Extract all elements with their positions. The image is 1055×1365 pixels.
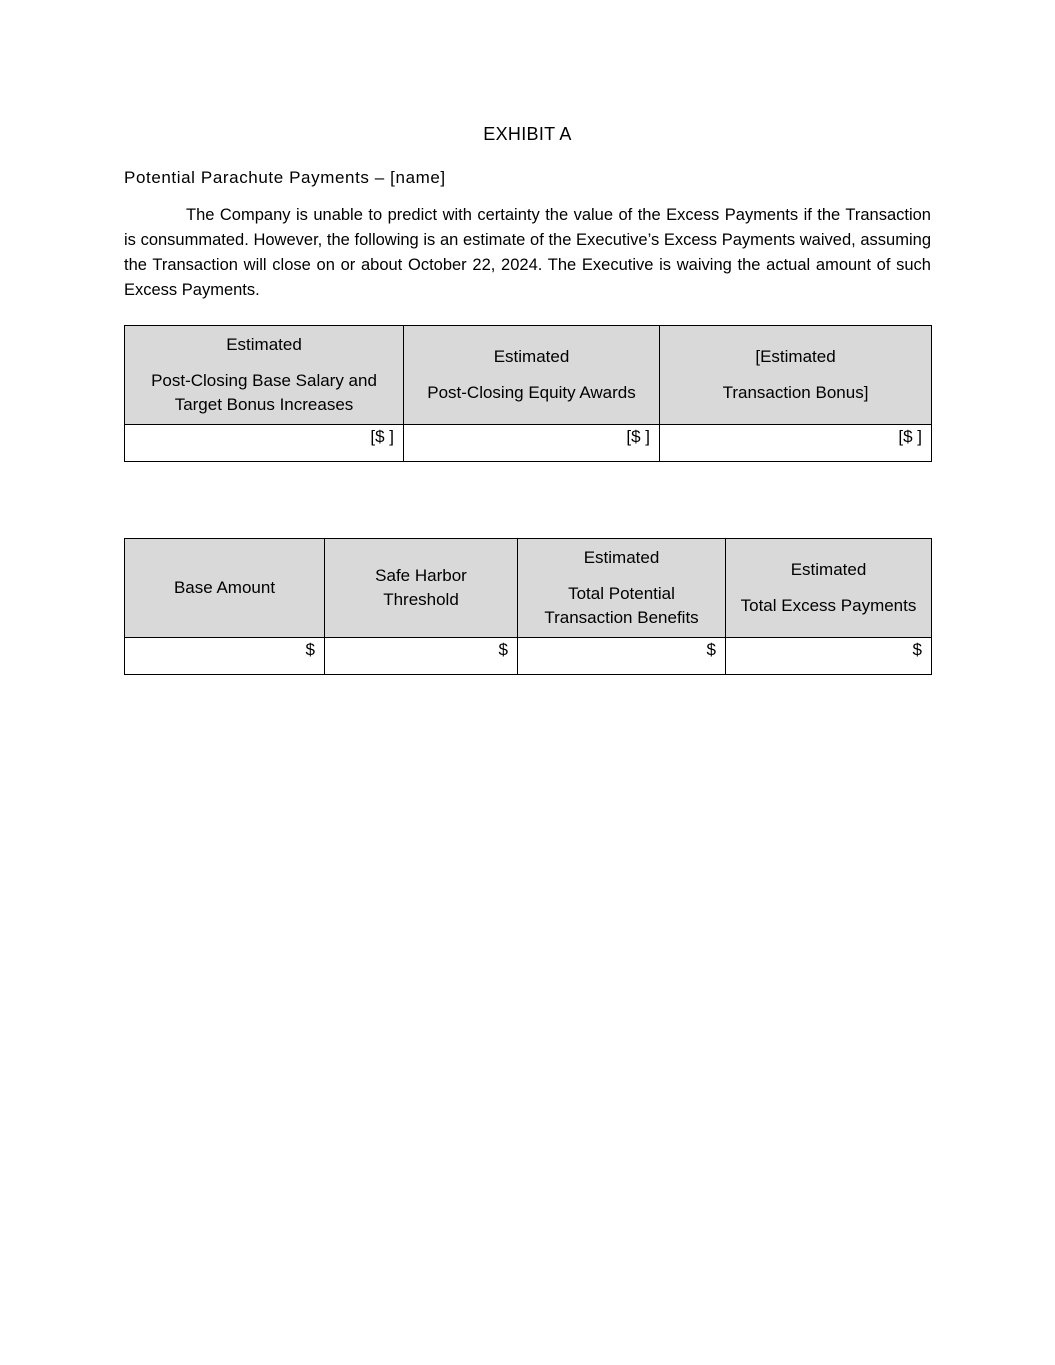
- header-line-estimated: Estimated: [790, 559, 867, 579]
- header-equity-awards: [404, 326, 660, 425]
- section-heading: Potential Parachute Payments – [name]: [124, 168, 446, 187]
- value-cell: [$ ]: [125, 425, 404, 462]
- exhibit-title: EXHIBIT A: [483, 124, 572, 144]
- table-header-row: [125, 326, 932, 425]
- header-transaction-bonus: [660, 326, 932, 425]
- header-line-label: Transaction Bonus]: [722, 382, 869, 402]
- header-line-label: Post-Closing Equity Awards: [427, 382, 636, 402]
- header-line-label: Post-Closing Base Salary and Target Bonus Increases: [151, 370, 377, 414]
- header-line-label: Safe Harbor Threshold: [375, 566, 467, 609]
- value-cell: $: [325, 638, 518, 675]
- value-cell: $: [518, 638, 726, 675]
- header-total-potential-benefits: [518, 539, 726, 638]
- value-cell: $: [125, 638, 325, 675]
- header-total-excess-payments: [726, 539, 932, 638]
- header-safe-harbor-threshold: [325, 539, 518, 638]
- table-header-row: [125, 539, 932, 638]
- header-line-estimated: [Estimated: [755, 346, 836, 366]
- value-cell: [$ ]: [404, 425, 660, 462]
- header-line-label: Base Amount: [173, 578, 276, 597]
- intro-paragraph: The Company is unable to predict with certainty the value of the Excess Payments if the Transaction is consummated. However, the following is an estimate of the Executive’s Excess Payments waived, assuming the Transaction will close on or about October 22, 2024. The Executive is waiving the actual amount of such Excess Payments.: [124, 206, 931, 299]
- table-row: [125, 638, 932, 675]
- excess-payments-table: [124, 538, 932, 675]
- value-cell: $: [726, 638, 932, 675]
- header-line-estimated: Estimated: [583, 547, 660, 567]
- header-base-salary-bonus: [125, 326, 404, 425]
- header-line-label: Total Excess Payments: [740, 595, 917, 615]
- table-row: [125, 425, 932, 462]
- estimated-payments-table: [124, 325, 932, 462]
- header-line-estimated: Estimated: [493, 346, 570, 366]
- header-line-label: Total Potential Transaction Benefits: [544, 583, 699, 627]
- header-line-estimated: Estimated: [226, 334, 302, 354]
- value-cell: [$ ]: [660, 425, 932, 462]
- header-base-amount: [125, 539, 325, 638]
